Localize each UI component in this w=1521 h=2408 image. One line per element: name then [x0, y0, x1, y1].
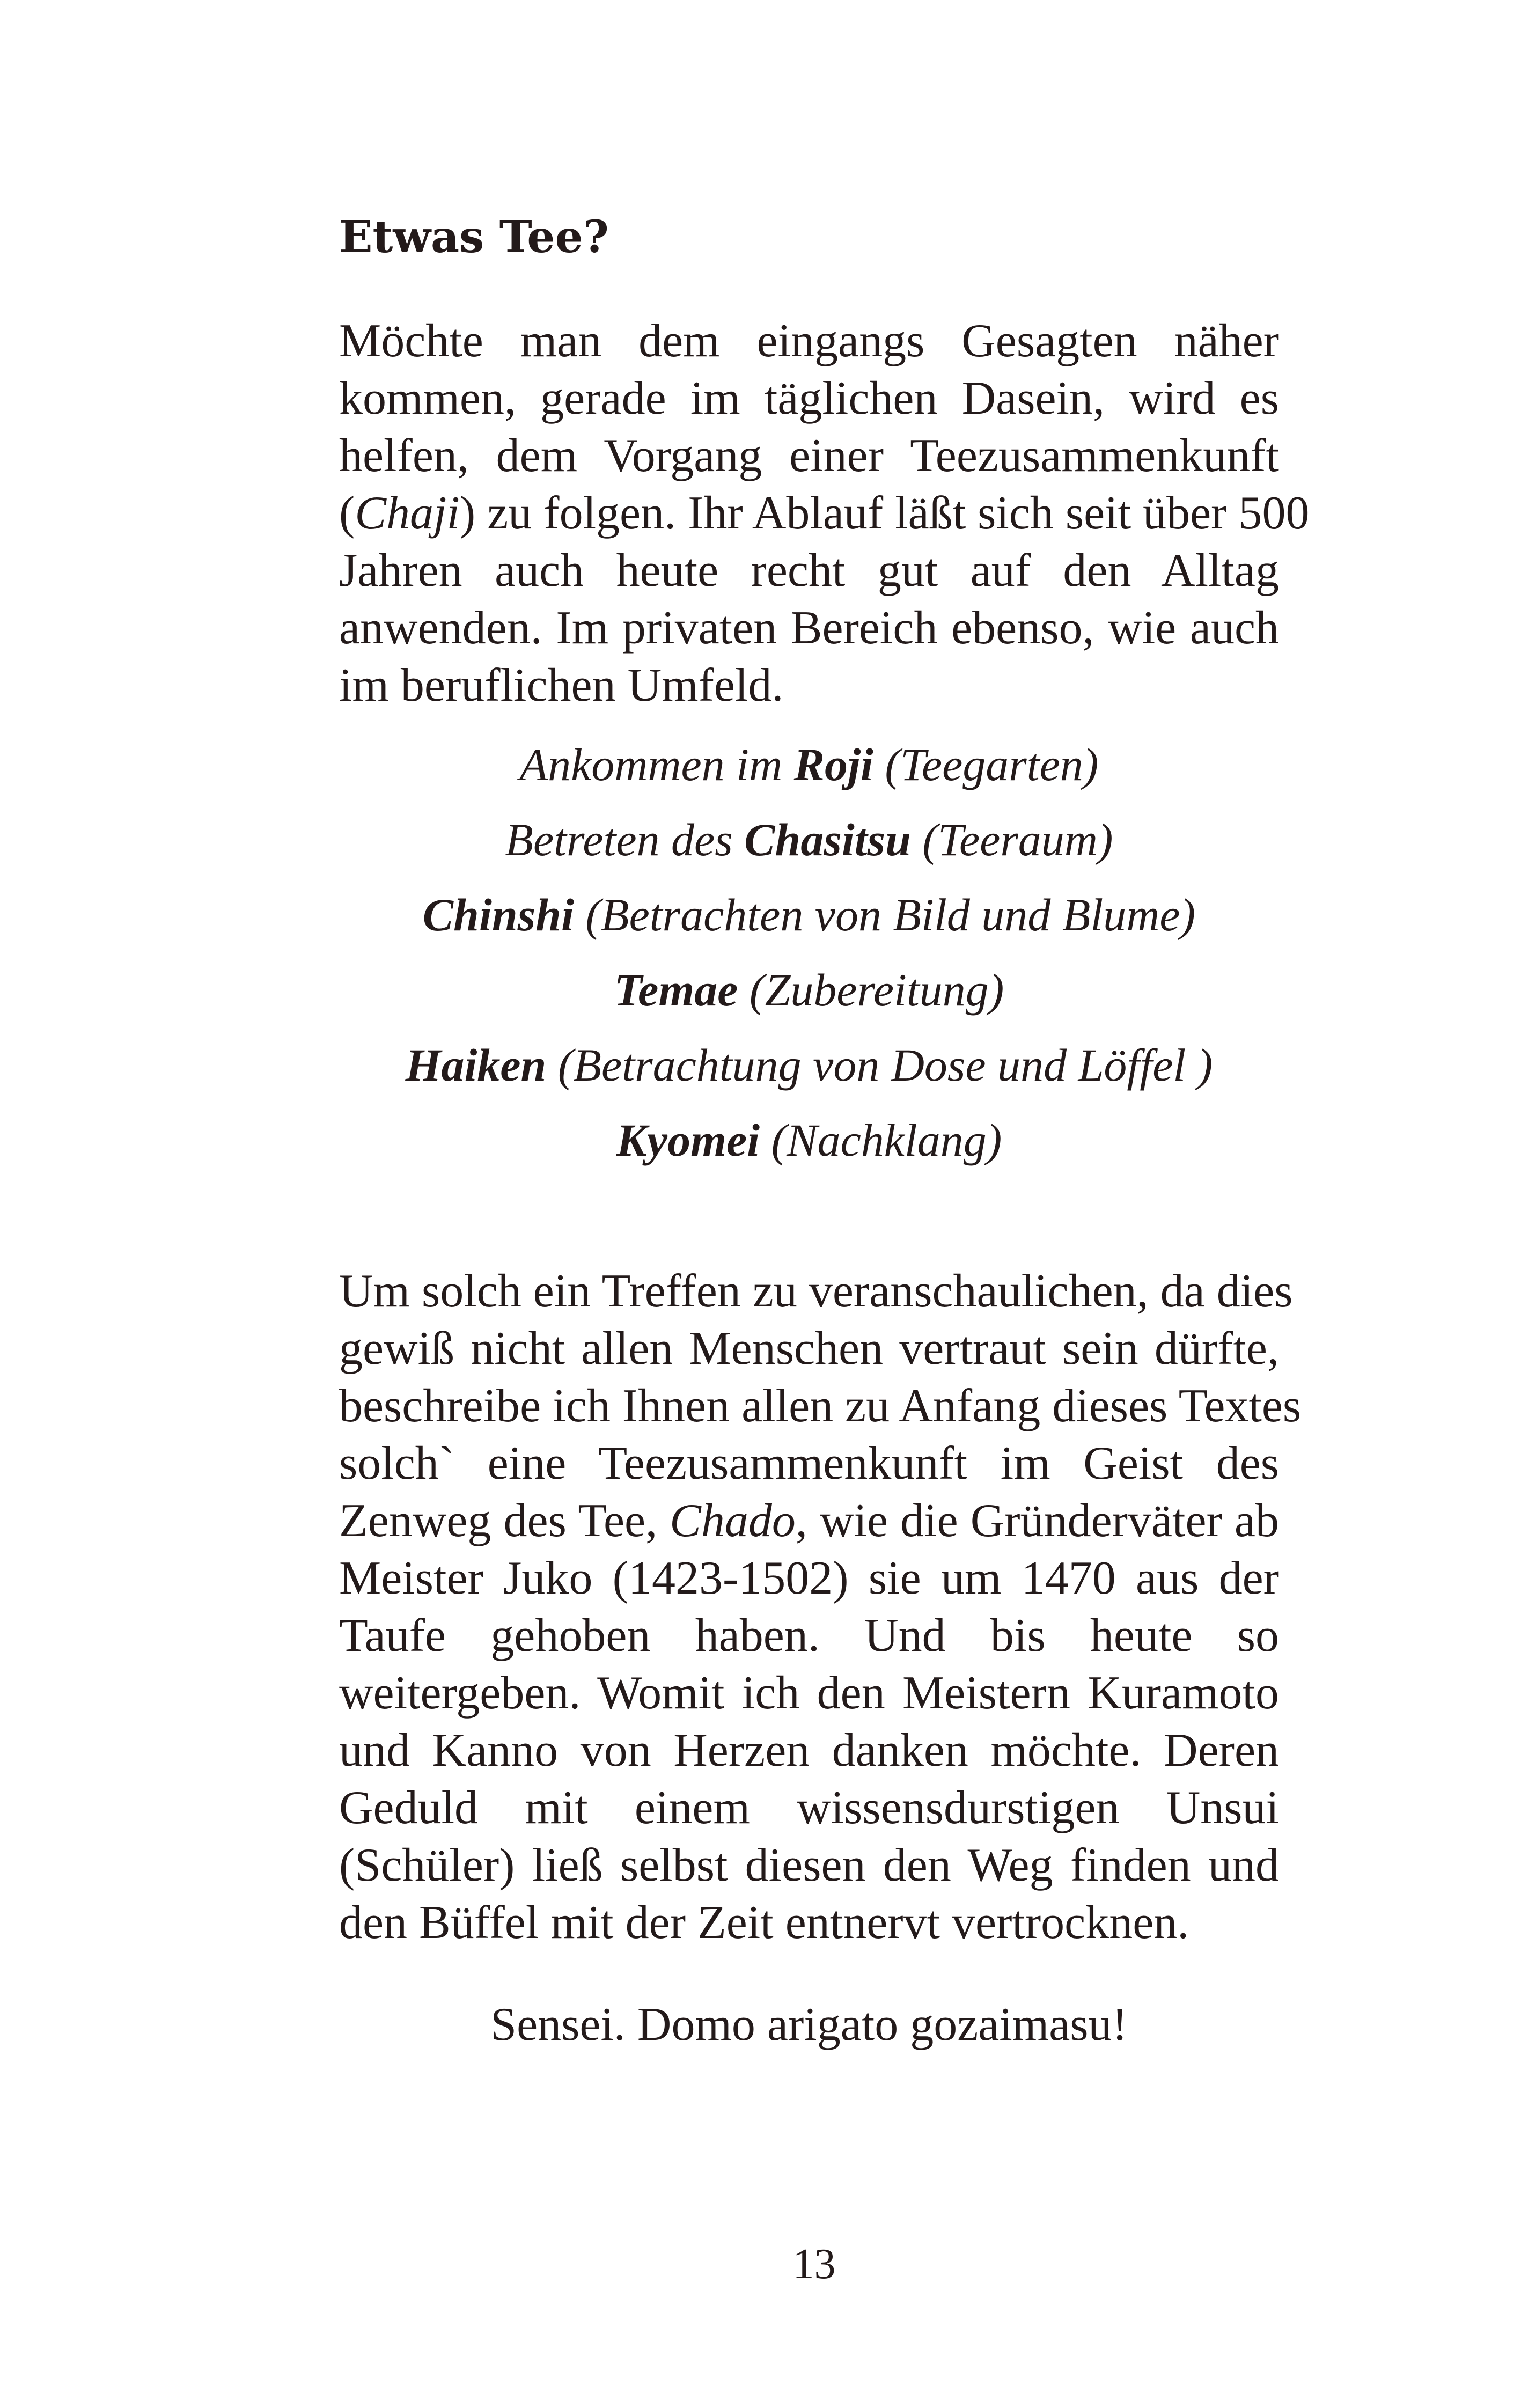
text-line: [339, 484, 1310, 542]
step-before: Betreten des: [505, 814, 745, 865]
step-after: (Betrachtung von Dose und Löffel ): [546, 1039, 1213, 1091]
text-line: und Kanno von Herzen danken möchte. Deren: [339, 1724, 1279, 1776]
step-term: Temae: [614, 964, 738, 1016]
step-item: [339, 727, 1279, 802]
text-line: anwenden. Im privaten Bereich ebenso, wie auch: [339, 602, 1279, 654]
text-line: den Büffel mit der Zeit entnervt vertrocknen.: [339, 1897, 1189, 1949]
step-after: (Betrachten von Bild und Blume): [574, 889, 1196, 941]
text-line: Möchte man dem eingangs Gesagten näher: [339, 315, 1279, 367]
step-after: (Zubereitung): [738, 964, 1004, 1016]
step-after: (Teeraum): [910, 814, 1113, 865]
step-term: Chasitsu: [744, 814, 911, 865]
text-line: Jahren auch heute recht gut auf den Alltag: [339, 545, 1279, 597]
tea-ceremony-steps: [339, 727, 1279, 1178]
step-item: [339, 802, 1279, 877]
step-term: Kyomei: [616, 1114, 760, 1166]
step-term: Chinshi: [422, 889, 574, 941]
text-line: Taufe gehoben haben. Und bis heute so: [339, 1610, 1279, 1662]
chado-term: Chado: [670, 1495, 796, 1547]
text-line: [339, 1492, 1279, 1550]
text-line: Geduld mit einem wissensdurstigen Unsui: [339, 1782, 1279, 1834]
step-after: (Nachklang): [760, 1114, 1002, 1166]
text-line: gewiß nicht allen Menschen vertraut sein dürfte,: [339, 1323, 1279, 1375]
text-fragment: ) zu folgen. Ihr Ablauf läßt sich seit über 500: [459, 487, 1310, 539]
body-paragraph: [339, 1262, 1302, 1951]
closing-line: Sensei. Domo arigato gozaimasu!: [490, 1999, 1128, 2051]
step-term: Haiken: [405, 1039, 547, 1091]
text-line: (Schüler) ließ selbst diesen den Weg finden und: [339, 1839, 1279, 1891]
chaji-term: Chaji: [355, 487, 460, 539]
text-line: Meister Juko (1423-1502) sie um 1470 aus der: [339, 1552, 1279, 1604]
text-fragment: Zenweg des Tee,: [339, 1495, 670, 1547]
text-line: Um solch ein Treffen zu veranschaulichen, da dies: [339, 1265, 1293, 1317]
text-line: im beruflichen Umfeld.: [339, 659, 784, 711]
text-line: weitergeben. Womit ich den Meistern Kuramoto: [339, 1667, 1279, 1719]
step-item: [339, 952, 1279, 1027]
step-item: [339, 877, 1279, 952]
text-fragment: , wie die Gründerväter ab: [795, 1495, 1279, 1547]
step-item: [339, 1103, 1279, 1178]
step-after: (Teegarten): [873, 739, 1099, 790]
step-before: Ankommen im: [519, 739, 794, 790]
text-line: beschreibe ich Ihnen allen zu Anfang dieses Textes: [339, 1380, 1302, 1432]
page-number: 13: [792, 2241, 836, 2288]
text-line: helfen, dem Vorgang einer Teezusammenkunft: [339, 430, 1279, 482]
step-term: Roji: [793, 739, 873, 790]
step-item: [339, 1027, 1279, 1103]
text-line: solch` eine Teezusammenkunft im Geist des: [339, 1437, 1279, 1489]
text-fragment: (: [339, 487, 355, 539]
intro-paragraph: [339, 312, 1310, 714]
section-heading: Etwas Tee?: [339, 211, 609, 263]
text-line: kommen, gerade im täglichen Dasein, wird es: [339, 372, 1279, 424]
